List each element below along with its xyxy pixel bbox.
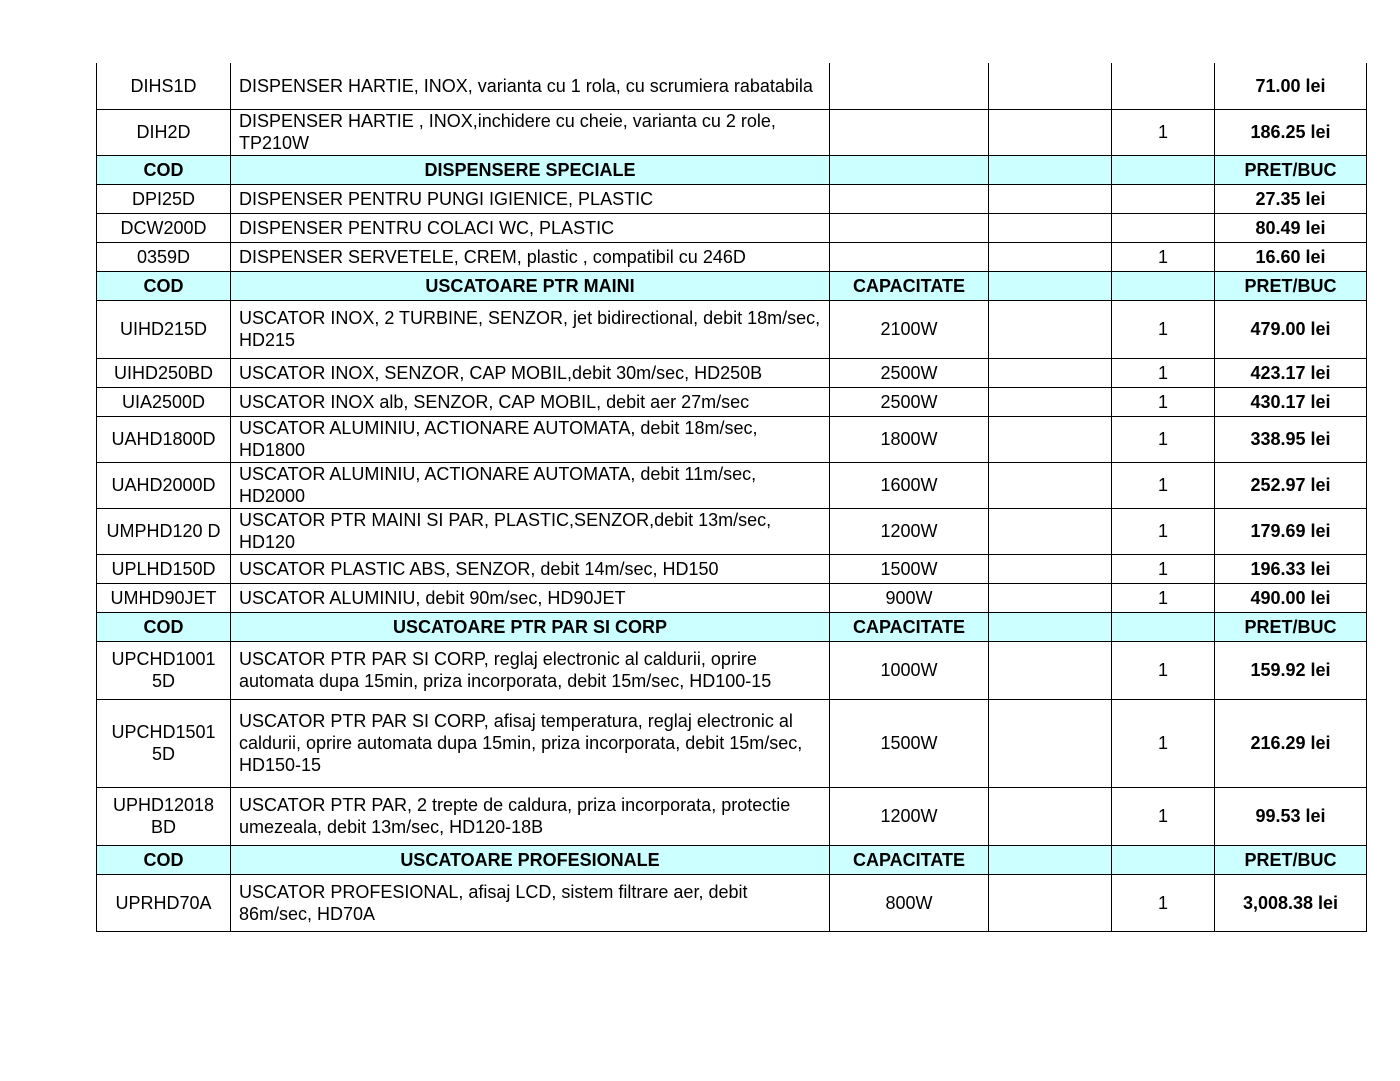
quantity: 1	[1112, 300, 1215, 358]
section-header-row	[97, 271, 1367, 300]
unit-price: 490.00 lei	[1215, 583, 1367, 612]
product-description: DISPENSER HARTIE , INOX,inchidere cu cheie, varianta cu 2 role, TP210W	[231, 109, 830, 155]
unit-price: 430.17 lei	[1215, 387, 1367, 416]
unit-price: 99.53 lei	[1215, 787, 1367, 845]
product-code: UMHD90JET	[97, 583, 231, 612]
header-extra-cell	[989, 155, 1112, 184]
unit-price: 71.00 lei	[1215, 63, 1367, 109]
quantity: 1	[1112, 874, 1215, 931]
quantity	[1112, 63, 1215, 109]
capacity: 1200W	[830, 508, 989, 554]
extra-cell	[989, 699, 1112, 787]
header-unit-price: PRET/BUC	[1215, 271, 1367, 300]
product-code: UIHD250BD	[97, 358, 231, 387]
unit-price: 196.33 lei	[1215, 554, 1367, 583]
product-code: UPCHD1501 5D	[97, 699, 231, 787]
product-description: USCATOR PTR MAINI SI PAR, PLASTIC,SENZOR,debit 13m/sec, HD120	[231, 508, 830, 554]
table-row	[97, 583, 1367, 612]
header-product-description: USCATOARE PTR MAINI	[231, 271, 830, 300]
table-row	[97, 300, 1367, 358]
unit-price: 3,008.38 lei	[1215, 874, 1367, 931]
product-code: DPI25D	[97, 184, 231, 213]
unit-price: 338.95 lei	[1215, 416, 1367, 462]
section-header-row	[97, 155, 1367, 184]
quantity: 1	[1112, 416, 1215, 462]
capacity: 900W	[830, 583, 989, 612]
capacity: 1200W	[830, 787, 989, 845]
extra-cell	[989, 63, 1112, 109]
unit-price: 27.35 lei	[1215, 184, 1367, 213]
product-code: UMPHD120 D	[97, 508, 231, 554]
header-quantity	[1112, 612, 1215, 641]
extra-cell	[989, 300, 1112, 358]
extra-cell	[989, 416, 1112, 462]
unit-price: 216.29 lei	[1215, 699, 1367, 787]
product-code: UIHD215D	[97, 300, 231, 358]
table-row	[97, 184, 1367, 213]
quantity	[1112, 184, 1215, 213]
capacity	[830, 109, 989, 155]
table-row	[97, 358, 1367, 387]
product-code: UPHD12018 BD	[97, 787, 231, 845]
table-row	[97, 63, 1367, 109]
product-code: UPRHD70A	[97, 874, 231, 931]
header-product-code: COD	[97, 271, 231, 300]
product-description: DISPENSER SERVETELE, CREM, plastic , compatibil cu 246D	[231, 242, 830, 271]
table-row	[97, 874, 1367, 931]
extra-cell	[989, 358, 1112, 387]
header-quantity	[1112, 155, 1215, 184]
product-description: USCATOR PLASTIC ABS, SENZOR, debit 14m/sec, HD150	[231, 554, 830, 583]
product-description: DISPENSER HARTIE, INOX, varianta cu 1 rola, cu scrumiera rabatabila	[231, 63, 830, 109]
product-code: DIHS1D	[97, 63, 231, 109]
capacity: 1500W	[830, 699, 989, 787]
product-description: USCATOR PTR PAR SI CORP, afisaj temperatura, reglaj electronic al caldurii, oprire automata dupa 15min, priza incorporata, debit 15m/sec, HD150-15	[231, 699, 830, 787]
table-row	[97, 787, 1367, 845]
capacity: 2100W	[830, 300, 989, 358]
header-extra-cell	[989, 271, 1112, 300]
header-product-description: USCATOARE PROFESIONALE	[231, 845, 830, 874]
extra-cell	[989, 554, 1112, 583]
header-unit-price: PRET/BUC	[1215, 612, 1367, 641]
extra-cell	[989, 583, 1112, 612]
capacity	[830, 184, 989, 213]
capacity	[830, 63, 989, 109]
quantity: 1	[1112, 554, 1215, 583]
quantity: 1	[1112, 242, 1215, 271]
table-row	[97, 462, 1367, 508]
extra-cell	[989, 787, 1112, 845]
header-extra-cell	[989, 845, 1112, 874]
extra-cell	[989, 508, 1112, 554]
table-row	[97, 109, 1367, 155]
product-code: DIH2D	[97, 109, 231, 155]
capacity: 1800W	[830, 416, 989, 462]
capacity	[830, 242, 989, 271]
unit-price: 16.60 lei	[1215, 242, 1367, 271]
product-description: USCATOR PTR PAR, 2 trepte de caldura, priza incorporata, protectie umezeala, debit 13m/sec, HD120-18B	[231, 787, 830, 845]
header-product-code: COD	[97, 612, 231, 641]
extra-cell	[989, 213, 1112, 242]
product-description: DISPENSER PENTRU PUNGI IGIENICE, PLASTIC	[231, 184, 830, 213]
header-product-code: COD	[97, 845, 231, 874]
product-code: UAHD1800D	[97, 416, 231, 462]
unit-price: 186.25 lei	[1215, 109, 1367, 155]
product-description: USCATOR ALUMINIU, debit 90m/sec, HD90JET	[231, 583, 830, 612]
extra-cell	[989, 242, 1112, 271]
extra-cell	[989, 874, 1112, 931]
product-code: UAHD2000D	[97, 462, 231, 508]
unit-price: 252.97 lei	[1215, 462, 1367, 508]
table-row	[97, 213, 1367, 242]
section-header-row	[97, 845, 1367, 874]
quantity: 1	[1112, 583, 1215, 612]
quantity: 1	[1112, 787, 1215, 845]
extra-cell	[989, 184, 1112, 213]
quantity: 1	[1112, 641, 1215, 699]
extra-cell	[989, 109, 1112, 155]
product-description: DISPENSER PENTRU COLACI WC, PLASTIC	[231, 213, 830, 242]
header-capacity: CAPACITATE	[830, 612, 989, 641]
unit-price: 423.17 lei	[1215, 358, 1367, 387]
header-product-description: USCATOARE PTR PAR SI CORP	[231, 612, 830, 641]
quantity: 1	[1112, 109, 1215, 155]
header-capacity: CAPACITATE	[830, 845, 989, 874]
capacity: 1000W	[830, 641, 989, 699]
table-row	[97, 641, 1367, 699]
section-header-row	[97, 612, 1367, 641]
quantity: 1	[1112, 358, 1215, 387]
header-unit-price: PRET/BUC	[1215, 155, 1367, 184]
unit-price: 179.69 lei	[1215, 508, 1367, 554]
product-code: UPCHD1001 5D	[97, 641, 231, 699]
capacity: 2500W	[830, 358, 989, 387]
table-row	[97, 416, 1367, 462]
table-row	[97, 508, 1367, 554]
header-capacity: CAPACITATE	[830, 271, 989, 300]
product-code: UIA2500D	[97, 387, 231, 416]
table-row	[97, 699, 1367, 787]
price-table	[96, 63, 1367, 932]
capacity: 2500W	[830, 387, 989, 416]
capacity: 800W	[830, 874, 989, 931]
header-product-description: DISPENSERE SPECIALE	[231, 155, 830, 184]
product-code: 0359D	[97, 242, 231, 271]
product-description: USCATOR INOX, SENZOR, CAP MOBIL,debit 30m/sec, HD250B	[231, 358, 830, 387]
product-description: USCATOR INOX, 2 TURBINE, SENZOR, jet bidirectional, debit 18m/sec, HD215	[231, 300, 830, 358]
extra-cell	[989, 641, 1112, 699]
quantity: 1	[1112, 699, 1215, 787]
table-row	[97, 242, 1367, 271]
extra-cell	[989, 387, 1112, 416]
extra-cell	[989, 462, 1112, 508]
quantity	[1112, 213, 1215, 242]
quantity: 1	[1112, 508, 1215, 554]
quantity: 1	[1112, 387, 1215, 416]
capacity: 1500W	[830, 554, 989, 583]
header-quantity	[1112, 845, 1215, 874]
quantity: 1	[1112, 462, 1215, 508]
product-code: UPLHD150D	[97, 554, 231, 583]
header-unit-price: PRET/BUC	[1215, 845, 1367, 874]
header-product-code: COD	[97, 155, 231, 184]
table-row	[97, 554, 1367, 583]
product-description: USCATOR ALUMINIU, ACTIONARE AUTOMATA, debit 11m/sec, HD2000	[231, 462, 830, 508]
product-description: USCATOR PTR PAR SI CORP, reglaj electronic al caldurii, oprire automata dupa 15min, priza incorporata, debit 15m/sec, HD100-15	[231, 641, 830, 699]
product-description: USCATOR INOX alb, SENZOR, CAP MOBIL, debit aer 27m/sec	[231, 387, 830, 416]
header-capacity	[830, 155, 989, 184]
header-extra-cell	[989, 612, 1112, 641]
unit-price: 80.49 lei	[1215, 213, 1367, 242]
product-code: DCW200D	[97, 213, 231, 242]
product-description: USCATOR PROFESIONAL, afisaj LCD, sistem filtrare aer, debit 86m/sec, HD70A	[231, 874, 830, 931]
table-body	[97, 63, 1367, 931]
product-description: USCATOR ALUMINIU, ACTIONARE AUTOMATA, debit 18m/sec, HD1800	[231, 416, 830, 462]
capacity	[830, 213, 989, 242]
table-row	[97, 387, 1367, 416]
capacity: 1600W	[830, 462, 989, 508]
unit-price: 159.92 lei	[1215, 641, 1367, 699]
header-quantity	[1112, 271, 1215, 300]
unit-price: 479.00 lei	[1215, 300, 1367, 358]
